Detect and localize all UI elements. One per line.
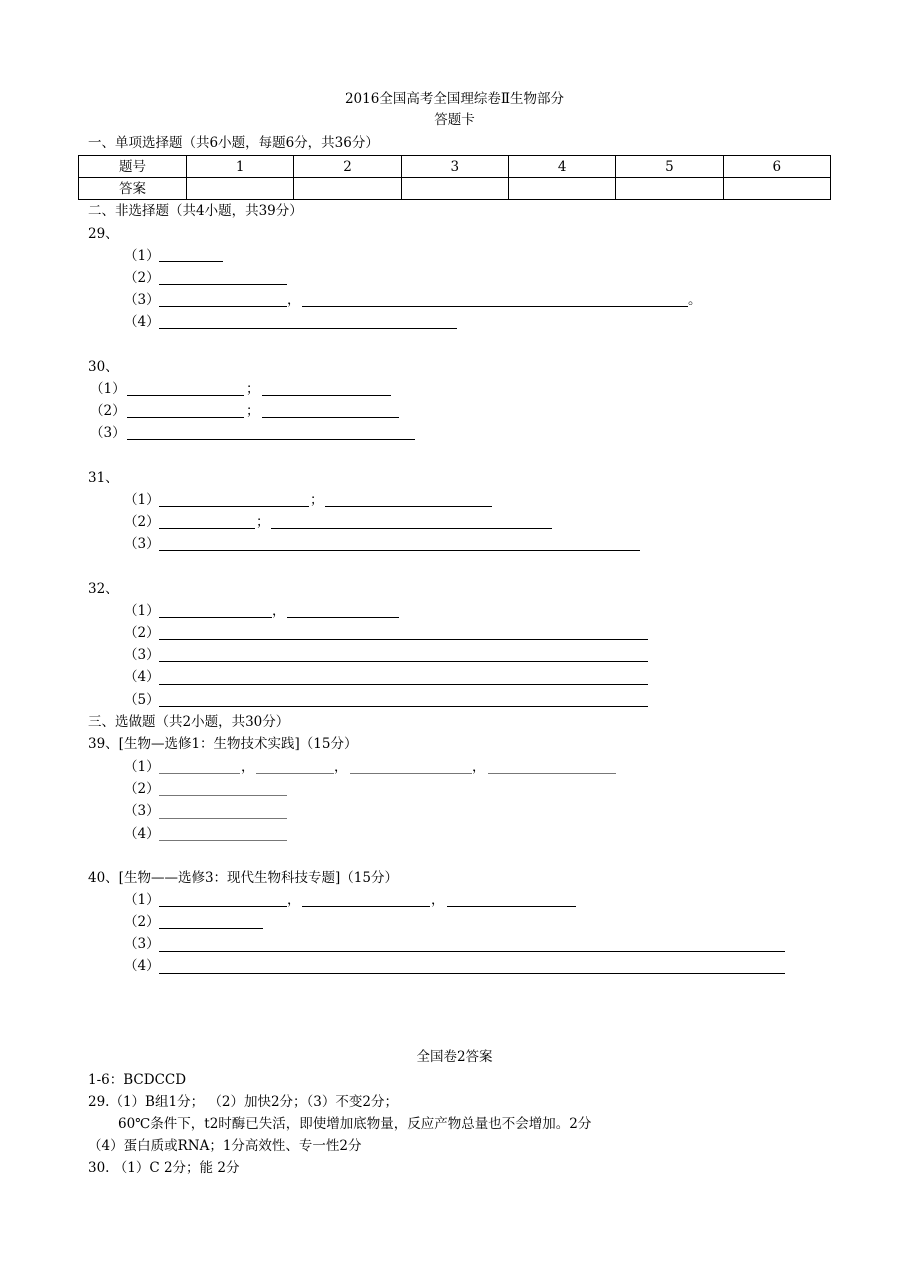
answers-line-4: （4）蛋白质或RNA；1分高效性、专一性2分 (88, 1138, 362, 1154)
q32-part4-label: （4） (124, 669, 160, 685)
q39-label: 39、[生物—选修1：生物技术实践]（15分） (88, 736, 358, 752)
q31-part3-blank[interactable] (159, 550, 640, 551)
q31-part2-separator: ； (256, 514, 270, 530)
q39-part1-separator-b: ， (334, 759, 348, 775)
section3-heading: 三、选做题（共2小题，共30分） (88, 714, 290, 730)
answer-grid-table (78, 155, 831, 200)
question-number-cell: 6 (723, 156, 830, 178)
q30-part2-blank-a[interactable] (127, 417, 244, 418)
q30-part2-label: （2） (90, 403, 126, 419)
answer-cell[interactable] (187, 178, 294, 200)
q29-label: 29、 (88, 226, 119, 242)
q30-part2-separator: ； (246, 403, 260, 419)
q31-part2-blank-a[interactable] (159, 528, 255, 529)
q39-part4-label: （4） (124, 826, 160, 842)
q29-part3-blank-a[interactable] (159, 306, 287, 307)
q32-part3-label: （3） (124, 647, 160, 663)
q39-part3-label: （3） (124, 803, 160, 819)
q29-part3-separator: ， (287, 292, 301, 308)
q39-part1-blank-d[interactable] (488, 773, 616, 774)
q29-part1-blank[interactable] (159, 261, 223, 262)
q32-part5-blank[interactable] (159, 706, 648, 707)
q29-part3-blank-b[interactable] (302, 306, 688, 307)
q32-part5-label: （5） (124, 692, 160, 708)
question-number-cell: 1 (187, 156, 294, 178)
answer-row (79, 178, 831, 200)
question-number-cell: 2 (294, 156, 401, 178)
row-label-answer: 答案 (79, 178, 187, 200)
answer-cell[interactable] (508, 178, 615, 200)
page-subtitle: 答题卡 (434, 112, 475, 128)
q30-part1-label: （1） (90, 381, 126, 397)
q40-part1-blank-a[interactable] (159, 906, 287, 907)
answers-line-5: 30. （1）C 2分；能 2分 (88, 1160, 240, 1176)
answers-title: 全国卷2答案 (416, 1049, 493, 1065)
q31-part1-separator: ； (310, 492, 324, 508)
q30-label: 30、 (88, 359, 119, 375)
answer-cell[interactable] (401, 178, 508, 200)
q30-part2-blank-b[interactable] (262, 417, 399, 418)
q30-part1-separator: ； (246, 381, 260, 397)
q39-part4-blank[interactable] (159, 840, 287, 841)
q30-part1-blank-b[interactable] (262, 395, 391, 396)
answers-line-1: 1-6：BCDCCD (88, 1072, 187, 1088)
q40-part2-label: （2） (124, 914, 160, 930)
q31-label: 31、 (88, 470, 119, 486)
answer-cell[interactable] (294, 178, 401, 200)
q40-part3-label: （3） (124, 936, 160, 952)
q32-part2-blank[interactable] (159, 639, 648, 640)
q40-label: 40、[生物——选修3：现代生物科技专题]（15分） (88, 870, 398, 886)
q32-part4-blank[interactable] (159, 684, 648, 685)
page-title: 2016全国高考全国理综卷Ⅱ生物部分 (344, 91, 565, 107)
q39-part1-separator-c: ， (472, 759, 486, 775)
q32-part3-blank[interactable] (159, 661, 648, 662)
q29-part3-label: （3） (124, 292, 160, 308)
q32-part1-blank-b[interactable] (287, 617, 399, 618)
answers-line-2: 29.（1）B组1分； （2）加快2分；（3）不变2分； (88, 1094, 398, 1110)
q31-part3-label: （3） (124, 536, 160, 552)
q39-part1-separator-a: ， (241, 759, 255, 775)
q31-part1-label: （1） (124, 492, 160, 508)
q30-part3-label: （3） (90, 425, 126, 441)
q39-part3-blank[interactable] (159, 818, 287, 819)
q40-part4-label: （4） (124, 958, 160, 974)
section1-heading: 一、单项选择题（共6小题，每题6分，共36分） (88, 135, 379, 151)
q39-part2-blank[interactable] (159, 795, 287, 796)
q32-part1-blank-a[interactable] (159, 617, 272, 618)
answer-cell[interactable] (723, 178, 830, 200)
answers-line-3: 60℃条件下，t2时酶已失活，即使增加底物量，反应产物总量也不会增加。2分 (118, 1116, 592, 1132)
question-number-cell: 5 (616, 156, 723, 178)
section2-heading: 二、非选择题（共4小题，共39分） (88, 203, 303, 219)
q39-part1-label: （1） (124, 759, 160, 775)
q40-part2-blank[interactable] (159, 928, 263, 929)
q39-part1-blank-c[interactable] (350, 773, 472, 774)
q30-part1-blank-a[interactable] (127, 395, 244, 396)
row-label-question-number: 题号 (79, 156, 187, 178)
q32-part1-separator: ， (272, 603, 286, 619)
q31-part1-blank-a[interactable] (159, 506, 309, 507)
q40-part1-label: （1） (124, 892, 160, 908)
q40-part1-separator-a: ， (287, 892, 301, 908)
q39-part1-blank-b[interactable] (256, 773, 334, 774)
q29-part2-blank[interactable] (159, 284, 287, 285)
q29-part4-label: （4） (124, 314, 160, 330)
question-number-cell: 4 (508, 156, 615, 178)
q29-part4-blank[interactable] (159, 328, 457, 329)
q40-part1-blank-b[interactable] (302, 906, 430, 907)
q29-part3-end: 。 (688, 292, 702, 308)
q31-part1-blank-b[interactable] (325, 506, 492, 507)
q30-part3-blank[interactable] (127, 439, 415, 440)
q32-part2-label: （2） (124, 625, 160, 641)
q29-part1-label: （1） (124, 248, 160, 264)
question-number-cell: 3 (401, 156, 508, 178)
question-number-row (79, 156, 831, 178)
q32-label: 32、 (88, 581, 119, 597)
q31-part2-blank-b[interactable] (271, 528, 552, 529)
q40-part1-separator-b: ， (431, 892, 445, 908)
q40-part1-blank-c[interactable] (447, 906, 576, 907)
q31-part2-label: （2） (124, 514, 160, 530)
q39-part2-label: （2） (124, 781, 160, 797)
answer-cell[interactable] (616, 178, 723, 200)
q29-part2-label: （2） (124, 270, 160, 286)
q40-part3-blank[interactable] (159, 951, 785, 952)
q39-part1-blank-a[interactable] (159, 773, 240, 774)
q32-part1-label: （1） (124, 603, 160, 619)
q40-part4-blank[interactable] (159, 973, 785, 974)
